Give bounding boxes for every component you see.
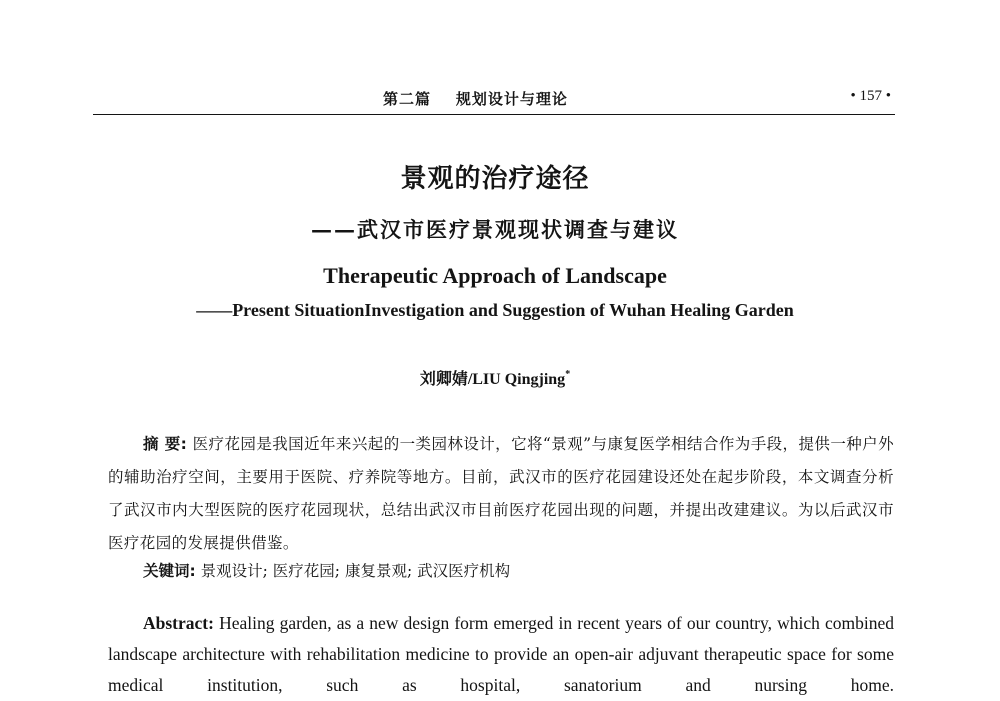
keywords-chinese: [143, 559, 893, 581]
abstract-chinese-text: 医疗花园是我国近年来兴起的一类园林设计，它将“景观”与康复医学相结合作为手段，提供一种户外的辅助治疗空间，主要用于医院、疗养院等地方。目前，武汉市的医疗花园建设还处在起步阶段，本文调查分析了武汉市内大型医院的医疗花园现状，总结出武汉市目前医疗花园出现的问题，并提出改建建议。为以后武汉市医疗花园的发展提供借鉴。: [108, 435, 894, 552]
title-english: Therapeutic Approach of Landscape: [323, 263, 667, 288]
running-title: 第二篇 规划设计与理论: [383, 90, 568, 108]
abstract-english-label: Abstract:: [143, 613, 214, 633]
running-header: [93, 86, 893, 110]
author-name: 刘卿婧/LIU Qingjing: [419, 371, 566, 388]
abstract-english-text: Healing garden, as a new design form emerged in recent years of our country, which combined landscape architecture with rehabilitation medicine to provide an open-air adjuvant therapeutic space for some medical institution, such as hospital, sanatorium and nursing home.: [108, 613, 895, 695]
page-number: • 157 •: [850, 88, 891, 104]
author-line: [0, 366, 990, 389]
subtitle-english: ——Present SituationInvestigation and Suggestion of Wuhan Healing Garden: [196, 300, 794, 320]
title-chinese: 景观的治疗途径: [400, 164, 590, 194]
abstract-chinese: [108, 428, 894, 560]
subtitle-chinese: ——武汉市医疗景观现状调查与建议: [311, 217, 679, 242]
header-rule: [93, 114, 895, 115]
keywords-chinese-label: 关键词:: [143, 562, 196, 580]
abstract-english: [108, 608, 894, 701]
author-footnote-marker: *: [565, 369, 571, 380]
keywords-chinese-text: 景观设计; 医疗花园; 康复景观; 武汉医疗机构: [200, 562, 511, 580]
abstract-chinese-label: 摘 要:: [143, 435, 188, 453]
